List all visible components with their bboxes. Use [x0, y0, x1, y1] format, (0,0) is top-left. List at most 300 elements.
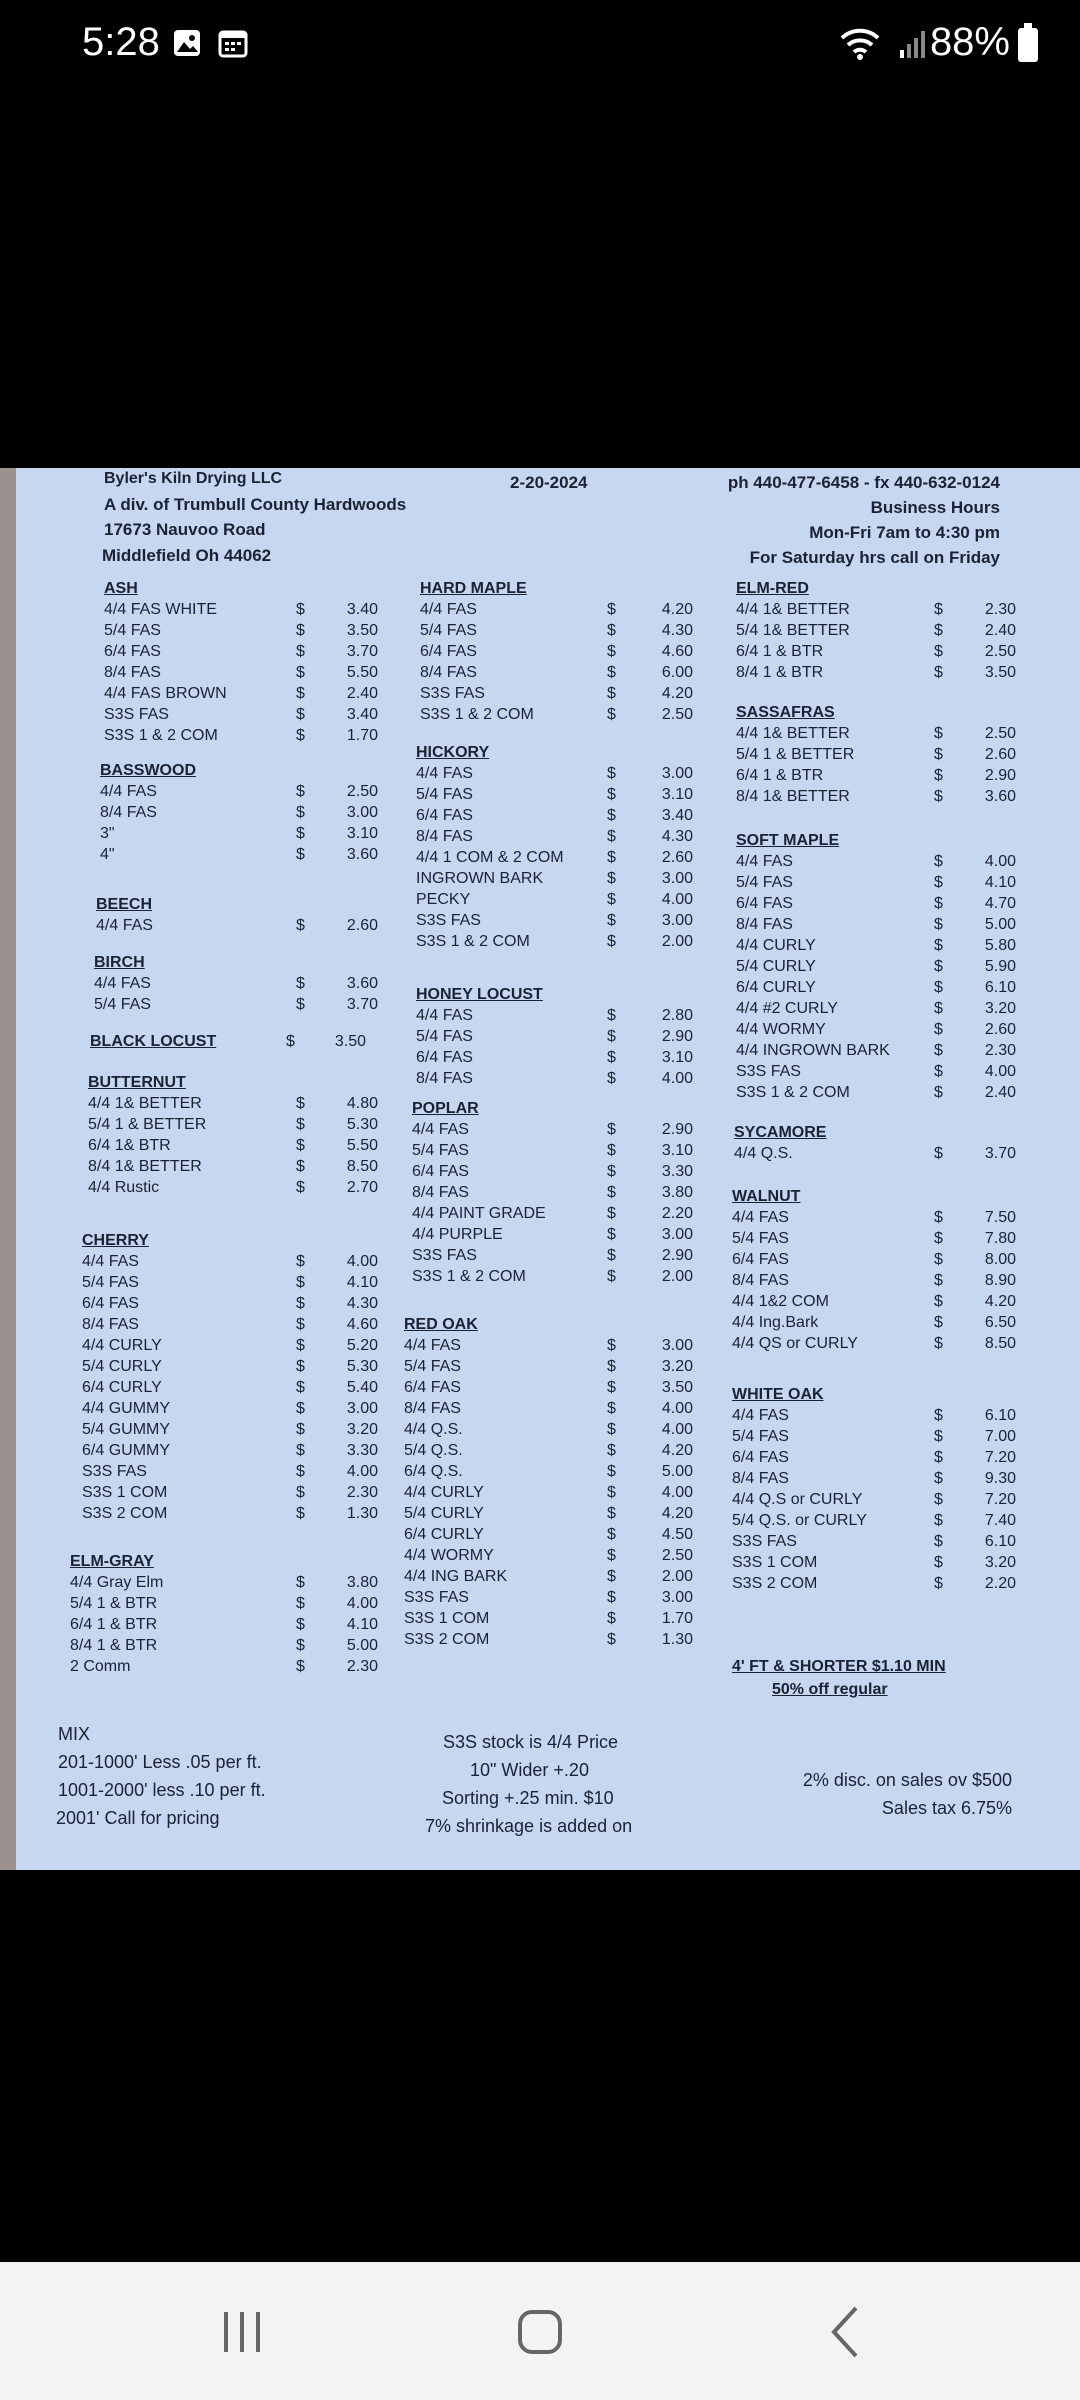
grade-price: 2.40	[984, 1084, 1016, 1101]
grade-label: 6/4 1& BTR	[88, 1137, 171, 1154]
grade-price: 2.50	[346, 783, 378, 800]
grade-price: 2.00	[661, 1268, 693, 1285]
grade-label: S3S FAS	[420, 685, 485, 702]
grade-price: 2.30	[346, 1658, 378, 1675]
grade-label: 5/4 1 & BETTER	[736, 746, 855, 763]
grade-price: 3.50	[984, 664, 1016, 681]
grade-label: S3S FAS	[104, 706, 169, 723]
dollar-sign: $	[607, 1442, 616, 1459]
grade-price: 6.10	[984, 1407, 1016, 1424]
category-heading: WALNUT	[732, 1188, 801, 1205]
battery-percent: 88%	[929, 20, 1010, 64]
category-heading: RED OAK	[404, 1316, 478, 1333]
grade-label: 4/4 Ing.Bark	[732, 1314, 819, 1331]
grade-label: 5/4 FAS	[412, 1142, 469, 1159]
grade-price: 4.60	[346, 1316, 378, 1333]
dollar-sign: $	[607, 1226, 616, 1243]
category-heading: BASSWOOD	[100, 762, 196, 779]
grade-price: 3.40	[661, 807, 693, 824]
grade-price: 2.50	[984, 725, 1016, 742]
grade-label: 4/4 WORMY	[404, 1547, 494, 1564]
grade-label: 5/4 CURLY	[82, 1358, 162, 1375]
dollar-sign: $	[607, 1526, 616, 1543]
grade-label: 5/4 FAS	[732, 1428, 789, 1445]
grade-price: 2.30	[346, 1484, 378, 1501]
dollar-sign: $	[607, 1505, 616, 1522]
dollar-sign: $	[607, 1400, 616, 1417]
grade-label: 4/4 FAS	[736, 853, 793, 870]
grade-price: 3.80	[661, 1184, 693, 1201]
dollar-sign: $	[934, 874, 943, 891]
grade-price: 3.20	[346, 1421, 378, 1438]
grade-label: 5/4 Q.S. or CURLY	[732, 1512, 867, 1529]
dollar-sign: $	[934, 958, 943, 975]
grade-label: S3S 1 COM	[82, 1484, 168, 1501]
grade-price: 4.10	[346, 1616, 378, 1633]
grade-label: 4/4 CURLY	[82, 1337, 162, 1354]
grade-label: 5/4 FAS	[94, 996, 151, 1013]
grade-price: 4.30	[346, 1295, 378, 1312]
grade-label: 4/4 FAS	[412, 1121, 469, 1138]
grade-label: 4/4 QS or CURLY	[732, 1335, 858, 1352]
grade-label: 5/4 FAS	[420, 622, 477, 639]
dollar-sign: $	[296, 1358, 305, 1375]
grade-price: 6.50	[984, 1314, 1016, 1331]
grade-label: 8/4 1& BETTER	[736, 788, 850, 805]
dollar-sign: $	[934, 1533, 943, 1550]
grade-price: 5.50	[346, 664, 378, 681]
dollar-sign: $	[296, 622, 305, 639]
grade-price: 4.00	[984, 1063, 1016, 1080]
grade-label: S3S FAS	[732, 1533, 797, 1550]
grade-label: 5/4 FAS	[404, 1358, 461, 1375]
dollar-sign: $	[607, 1631, 616, 1648]
category-heading: ASH	[104, 580, 138, 597]
company-name: Byler's Kiln Drying LLC	[104, 470, 283, 487]
grade-price: 3.20	[661, 1358, 693, 1375]
grade-label: 5/4 GUMMY	[82, 1421, 171, 1438]
wider-note: 10" Wider +.20	[470, 1760, 589, 1780]
dollar-sign: $	[607, 1568, 616, 1585]
grade-label: 6/4 Q.S.	[404, 1463, 463, 1480]
grade-label: 4/4 FAS	[404, 1337, 461, 1354]
dollar-sign: $	[934, 1314, 943, 1331]
home-button[interactable]	[500, 2292, 580, 2372]
dollar-sign: $	[607, 1610, 616, 1627]
grade-label: 6/4 FAS	[416, 1049, 473, 1066]
grade-price: 4.00	[984, 853, 1016, 870]
grade-label: S3S 1 & 2 COM	[412, 1268, 526, 1285]
dollar-sign: $	[607, 1007, 616, 1024]
grade-price: 6.10	[984, 979, 1016, 996]
dollar-sign: $	[296, 1095, 305, 1112]
grade-price: 7.20	[984, 1449, 1016, 1466]
grade-price: 2.90	[661, 1121, 693, 1138]
dollar-sign: $	[607, 1247, 616, 1264]
grade-price: 3.70	[984, 1145, 1016, 1162]
grade-price: 2.50	[984, 643, 1016, 660]
grade-price: 1.30	[346, 1505, 378, 1522]
dollar-sign: $	[934, 601, 943, 618]
grade-label: S3S 2 COM	[732, 1575, 818, 1592]
category-heading: ELM-RED	[736, 580, 809, 597]
grade-label: 8/4 FAS	[732, 1272, 789, 1289]
dollar-sign: $	[934, 1449, 943, 1466]
grade-price: 3.00	[661, 1589, 693, 1606]
dollar-sign: $	[607, 1484, 616, 1501]
back-button[interactable]	[806, 2292, 886, 2372]
grade-price: 3.70	[346, 643, 378, 660]
grade-label: 4/4 FAS	[732, 1209, 789, 1226]
category-heading: HICKORY	[416, 744, 490, 761]
grade-price: 4.30	[661, 622, 693, 639]
grade-price: 3.30	[661, 1163, 693, 1180]
grade-price: 4.10	[346, 1274, 378, 1291]
s3s-note: S3S stock is 4/4 Price	[443, 1732, 619, 1752]
grade-label: 4/4 FAS	[416, 765, 473, 782]
grade-price: 7.20	[984, 1491, 1016, 1508]
grade-price: 3.50	[661, 1379, 693, 1396]
dollar-sign: $	[607, 1163, 616, 1180]
dollar-sign: $	[934, 1230, 943, 1247]
dollar-sign: $	[296, 804, 305, 821]
grade-price: 6.10	[984, 1533, 1016, 1550]
dollar-sign: $	[934, 1512, 943, 1529]
shrinkage-note: 7% shrinkage is added on	[425, 1816, 633, 1836]
grade-price: 2.50	[661, 706, 693, 723]
grade-price: 2.50	[661, 1547, 693, 1564]
dollar-sign: $	[296, 601, 305, 618]
grade-price: 7.40	[984, 1512, 1016, 1529]
dollar-sign: $	[934, 916, 943, 933]
grade-price: 4.20	[661, 601, 693, 618]
dollar-sign: $	[296, 664, 305, 681]
dollar-sign: $	[607, 1379, 616, 1396]
dollar-sign: $	[607, 601, 616, 618]
dollar-sign: $	[934, 1272, 943, 1289]
grade-price: 3.00	[661, 765, 693, 782]
grade-label: 5/4 FAS	[736, 874, 793, 891]
grade-price: 2.40	[346, 685, 378, 702]
dollar-sign: $	[607, 870, 616, 887]
category-price: 3.50	[334, 1033, 366, 1050]
grade-price: 7.50	[984, 1209, 1016, 1226]
dollar-sign: $	[296, 1295, 305, 1312]
dollar-sign: $	[607, 664, 616, 681]
grade-price: 5.30	[346, 1358, 378, 1375]
grade-label: S3S FAS	[412, 1247, 477, 1264]
grade-label: 8/4 1 & BTR	[736, 664, 824, 681]
dollar-sign: $	[934, 1021, 943, 1038]
grade-price: 8.50	[346, 1158, 378, 1175]
grade-label: 6/4 FAS	[82, 1295, 139, 1312]
dollar-sign: $	[607, 1142, 616, 1159]
grade-price: 3.30	[346, 1442, 378, 1459]
grade-price: 5.90	[984, 958, 1016, 975]
sales-tax-note: Sales tax 6.75%	[881, 1798, 1012, 1818]
grade-price: 2.90	[661, 1247, 693, 1264]
gallery-icon	[172, 28, 202, 58]
category-heading: CHERRY	[82, 1232, 149, 1249]
grade-price: 5.00	[346, 1637, 378, 1654]
grade-price: 4.30	[661, 828, 693, 845]
grade-label: 5/4 Q.S.	[404, 1442, 463, 1459]
price-sheet	[0, 468, 1080, 1870]
dollar-sign: $	[934, 1575, 943, 1592]
dollar-sign: $	[607, 1049, 616, 1066]
company-division: A div. of Trumbull County Hardwoods	[104, 495, 407, 514]
grade-label: 8/4 FAS	[416, 828, 473, 845]
grade-label: 4/4 1 COM & 2 COM	[416, 849, 564, 866]
grade-label: 5/4 1 & BETTER	[88, 1116, 207, 1133]
grade-price: 7.80	[984, 1230, 1016, 1247]
dollar-sign: $	[607, 1589, 616, 1606]
grade-price: 2.60	[346, 917, 378, 934]
dollar-sign: $	[296, 996, 305, 1013]
dollar-sign: $	[607, 849, 616, 866]
grade-label: 4/4 Q.S or CURLY	[732, 1491, 863, 1508]
grade-price: 4.00	[661, 1400, 693, 1417]
grade-price: 4.00	[661, 1484, 693, 1501]
category-heading: BEECH	[96, 896, 153, 913]
dollar-sign: $	[934, 622, 943, 639]
grade-label: S3S FAS	[82, 1463, 147, 1480]
dollar-sign: $	[934, 1251, 943, 1268]
category-heading: POPLAR	[412, 1100, 479, 1117]
saturday-hours: For Saturday hrs call on Friday	[749, 548, 1000, 567]
grade-price: 4.70	[984, 895, 1016, 912]
mix-tier-1: 201-1000' Less .05 per ft.	[58, 1752, 262, 1772]
grade-price: 5.30	[346, 1116, 378, 1133]
address-line-1: 17673 Nauvoo Road	[104, 520, 266, 539]
grade-price: 2.70	[346, 1179, 378, 1196]
grade-label: 5/4 FAS	[416, 786, 473, 803]
dollar-sign: $	[607, 912, 616, 929]
grade-price: 5.00	[984, 916, 1016, 933]
dollar-sign: $	[296, 1158, 305, 1175]
grade-label: S3S FAS	[416, 912, 481, 929]
grade-price: 3.40	[346, 601, 378, 618]
grade-label: 4/4 FAS BROWN	[104, 685, 227, 702]
category-heading: ELM-GRAY	[70, 1553, 154, 1570]
category-heading: BIRCH	[94, 954, 145, 971]
dollar-sign: $	[296, 1179, 305, 1196]
dollar-sign: $	[296, 1595, 305, 1612]
dollar-sign: $	[296, 1637, 305, 1654]
grade-price: 3.10	[661, 1049, 693, 1066]
grade-label: 4"	[100, 846, 115, 863]
grade-label: 6/4 CURLY	[736, 979, 816, 996]
dollar-sign: $	[607, 828, 616, 845]
grade-price: 5.80	[984, 937, 1016, 954]
dollar-sign: $	[934, 1145, 943, 1162]
dollar-sign: $	[296, 1463, 305, 1480]
grade-price: 3.60	[346, 975, 378, 992]
grade-price: 1.30	[661, 1631, 693, 1648]
grade-label: INGROWN BARK	[416, 870, 544, 887]
grade-price: 2.60	[984, 1021, 1016, 1038]
grade-label: 5/4 FAS	[104, 622, 161, 639]
grade-price: 4.20	[661, 1442, 693, 1459]
grade-price: 3.60	[346, 846, 378, 863]
grade-label: PECKY	[416, 891, 471, 908]
dollar-sign: $	[607, 706, 616, 723]
grade-price: 3.00	[661, 1337, 693, 1354]
dollar-sign: $	[296, 1274, 305, 1291]
grade-label: 4/4 FAS	[420, 601, 477, 618]
grade-price: 1.70	[346, 727, 378, 744]
mix-title: MIX	[58, 1724, 91, 1744]
grade-label: 5/4 1 & BTR	[70, 1595, 158, 1612]
dollar-sign: $	[934, 1042, 943, 1059]
grade-label: 4/4 FAS	[94, 975, 151, 992]
grade-label: 3"	[100, 825, 115, 842]
grade-price: 2.90	[661, 1028, 693, 1045]
dollar-sign: $	[296, 1379, 305, 1396]
grade-label: 8/4 1& BETTER	[88, 1158, 202, 1175]
category-heading: SYCAMORE	[734, 1124, 827, 1141]
short-lumber-discount: 50% off regular	[772, 1681, 888, 1698]
grade-label: S3S FAS	[404, 1589, 469, 1606]
grade-price: 3.80	[346, 1574, 378, 1591]
grade-label: 6/4 FAS	[736, 895, 793, 912]
grade-label: 4/4 ING BARK	[404, 1568, 508, 1585]
grade-label: 6/4 FAS	[420, 643, 477, 660]
dollar-sign: $	[934, 979, 943, 996]
dollar-sign: $	[934, 1428, 943, 1445]
grade-price: 3.20	[984, 1000, 1016, 1017]
grade-price: 4.20	[661, 685, 693, 702]
grade-label: 5/4 1& BETTER	[736, 622, 850, 639]
dollar-sign: $	[607, 1463, 616, 1480]
grade-label: 4/4 FAS	[96, 917, 153, 934]
status-bar	[0, 0, 1080, 90]
grade-price: 2.30	[984, 601, 1016, 618]
grade-label: 8/4 FAS	[732, 1470, 789, 1487]
grade-label: 4/4 CURLY	[404, 1484, 484, 1501]
dollar-sign: $	[607, 1421, 616, 1438]
grade-price: 9.30	[984, 1470, 1016, 1487]
category-heading: BUTTERNUT	[88, 1074, 186, 1091]
grade-price: 6.00	[661, 664, 693, 681]
grade-price: 3.50	[346, 622, 378, 639]
dollar-sign: $	[934, 937, 943, 954]
grade-label: 4/4 1&2 COM	[732, 1293, 829, 1310]
grade-label: 2 Comm	[70, 1658, 131, 1675]
grade-label: 6/4 GUMMY	[82, 1442, 171, 1459]
category-heading: HARD MAPLE	[420, 580, 527, 597]
grade-label: 4/4 PAINT GRADE	[412, 1205, 546, 1222]
grade-label: 4/4 INGROWN BARK	[736, 1042, 890, 1059]
grade-price: 4.20	[984, 1293, 1016, 1310]
grade-label: 8/4 FAS	[82, 1316, 139, 1333]
grade-label: 8/4 1 & BTR	[70, 1637, 158, 1654]
dollar-sign: $	[934, 725, 943, 742]
grade-price: 8.90	[984, 1272, 1016, 1289]
grade-price: 5.50	[346, 1137, 378, 1154]
grade-price: 3.70	[346, 996, 378, 1013]
dollar-sign: $	[296, 727, 305, 744]
grade-label: 6/4 FAS	[732, 1251, 789, 1268]
grade-label: S3S 2 COM	[404, 1631, 490, 1648]
grade-label: 4/4 FAS	[416, 1007, 473, 1024]
dollar-sign: $	[934, 1209, 943, 1226]
dollar-sign: $	[934, 1491, 943, 1508]
grade-label: 4/4 Gray Elm	[70, 1574, 164, 1591]
grade-price: 4.00	[346, 1595, 378, 1612]
category-heading: SOFT MAPLE	[736, 832, 840, 849]
dollar-sign: $	[607, 1028, 616, 1045]
grade-label: S3S 1 & 2 COM	[416, 933, 530, 950]
dollar-sign: $	[934, 643, 943, 660]
dollar-sign: $	[296, 1253, 305, 1270]
dollar-sign: $	[607, 1268, 616, 1285]
dollar-sign: $	[296, 1421, 305, 1438]
grade-label: 5/4 CURLY	[736, 958, 816, 975]
dollar-sign: $	[607, 622, 616, 639]
grade-price: 2.60	[984, 746, 1016, 763]
dollar-sign: $	[296, 1337, 305, 1354]
dollar-sign: $	[286, 1033, 295, 1050]
grade-label: 6/4 FAS	[732, 1449, 789, 1466]
business-hours: Mon-Fri 7am to 4:30 pm	[809, 523, 1000, 542]
grade-label: 6/4 CURLY	[404, 1526, 484, 1543]
signal-icon	[898, 28, 930, 60]
dollar-sign: $	[607, 786, 616, 803]
grade-label: 4/4 1& BETTER	[88, 1095, 202, 1112]
dollar-sign: $	[296, 1442, 305, 1459]
grade-price: 3.60	[984, 788, 1016, 805]
dollar-sign: $	[934, 1335, 943, 1352]
business-hours-title: Business Hours	[870, 498, 1000, 517]
mix-tier-2: 1001-2000' less .10 per ft.	[58, 1780, 266, 1800]
grade-price: 3.00	[346, 804, 378, 821]
dollar-sign: $	[607, 1205, 616, 1222]
dollar-sign: $	[934, 895, 943, 912]
dollar-sign: $	[934, 788, 943, 805]
grade-label: 4/4 Rustic	[88, 1179, 160, 1196]
grade-price: 2.80	[661, 1007, 693, 1024]
grade-price: 2.20	[661, 1205, 693, 1222]
calendar-icon	[218, 28, 248, 58]
dollar-sign: $	[934, 746, 943, 763]
dollar-sign: $	[607, 1121, 616, 1138]
grade-label: 8/4 FAS	[100, 804, 157, 821]
address-line-2: Middlefield Oh 44062	[102, 546, 272, 565]
dollar-sign: $	[607, 765, 616, 782]
wifi-icon	[840, 26, 880, 60]
grade-price: 1.70	[661, 1610, 693, 1627]
grade-label: 4/4 PURPLE	[412, 1226, 503, 1243]
grade-price: 4.50	[661, 1526, 693, 1543]
grade-price: 8.50	[984, 1335, 1016, 1352]
dollar-sign: $	[934, 1470, 943, 1487]
recent-apps-button[interactable]	[202, 2292, 282, 2372]
grade-label: 4/4 1& BETTER	[736, 601, 850, 618]
grade-label: 6/4 FAS	[412, 1163, 469, 1180]
dollar-sign: $	[934, 1407, 943, 1424]
grade-price: 2.60	[661, 849, 693, 866]
grade-label: 5/4 FAS	[82, 1274, 139, 1291]
dollar-sign: $	[296, 706, 305, 723]
grade-label: 8/4 FAS	[104, 664, 161, 681]
dollar-sign: $	[607, 1070, 616, 1087]
grade-price: 3.10	[346, 825, 378, 842]
dollar-sign: $	[296, 643, 305, 660]
grade-price: 2.00	[661, 933, 693, 950]
dollar-sign: $	[607, 1358, 616, 1375]
grade-label: 8/4 FAS	[420, 664, 477, 681]
